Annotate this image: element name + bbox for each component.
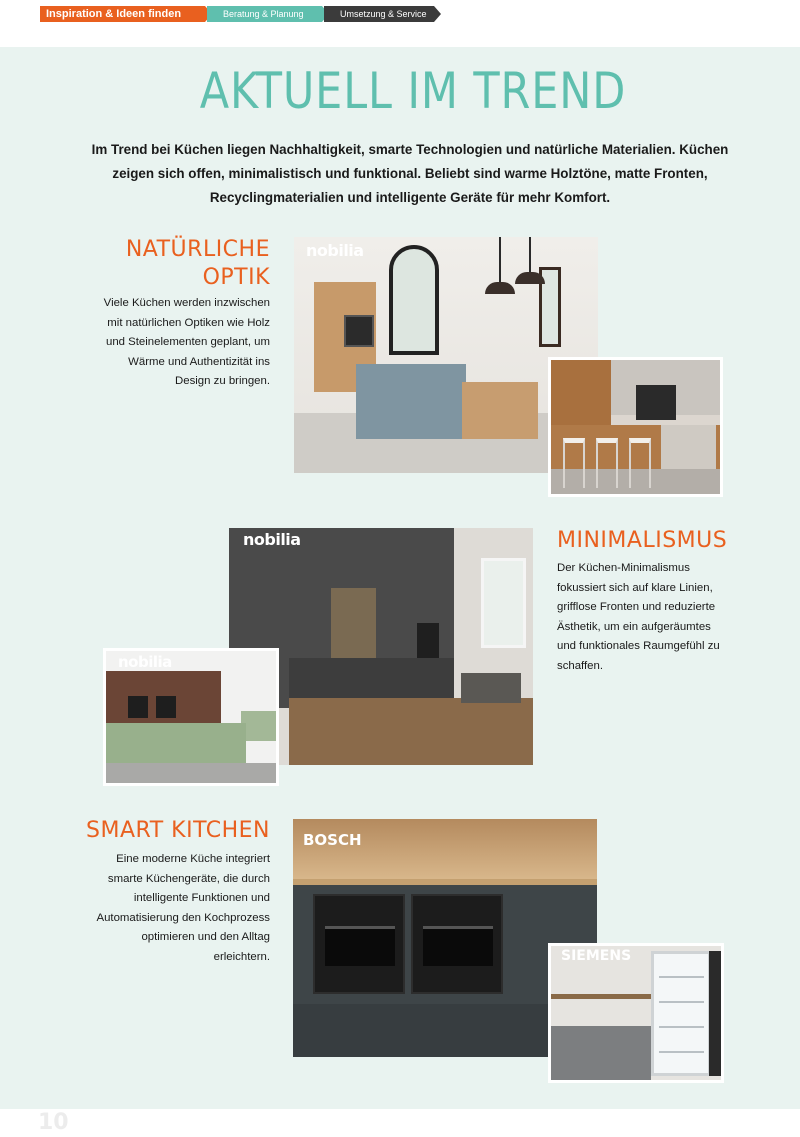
photo-oven-window — [423, 926, 493, 966]
photo-fridge-shelf — [659, 1026, 704, 1028]
section-title-natural — [70, 236, 270, 292]
brand-logo-siemens: SIEMENS — [561, 948, 632, 964]
photo-shelf — [293, 819, 597, 881]
photo-window — [389, 245, 439, 355]
intro-text: Im Trend bei Küchen liegen Nachhaltigkeit, smarte Technologien und natürliche Materialien. Küchen zeigen sich offen, minimalistisch und funktional. Beliebt sind warme Holztöne, matte Fronten, Recyclingmaterialien und intelligente Geräte für mehr Komfort. — [91, 142, 729, 205]
photo-counter — [293, 879, 597, 885]
section-title-smart: SMART KITCHEN — [86, 818, 270, 843]
photo-cabinet — [241, 711, 279, 741]
photo-lamp-cord — [499, 237, 501, 282]
photo-fridge-shelf — [659, 1001, 704, 1003]
photo-fridge-shelf — [659, 1051, 704, 1053]
photo-oven — [417, 623, 439, 658]
photo-green-kitchen — [103, 648, 279, 786]
photo-island-wood — [462, 382, 538, 439]
photo-sofa — [461, 673, 521, 703]
section-title-natural-line1: NATÜRLICHE — [125, 237, 270, 262]
photo-island — [106, 723, 246, 768]
photo-oven — [344, 315, 374, 347]
photo-oven — [411, 894, 503, 994]
photo-oven — [128, 696, 148, 718]
breadcrumb-step-beratung[interactable]: Beratung & Planung — [207, 6, 322, 22]
page-title: AKTUELL IM TREND — [199, 62, 627, 120]
photo-fridge-shelf — [659, 976, 704, 978]
brand-logo-nobilia: nobilia — [243, 530, 301, 549]
photo-niche — [331, 588, 376, 658]
photo-lamp — [515, 272, 545, 284]
photo-stool — [563, 438, 585, 488]
photo-oven — [313, 894, 405, 994]
page-number: 10 — [38, 1110, 69, 1135]
photo-oven-window — [325, 926, 395, 966]
brand-logo-nobilia: nobilia — [118, 653, 172, 671]
photo-island-blue — [356, 364, 466, 439]
breadcrumb — [40, 6, 436, 22]
photo-shelf — [551, 994, 651, 999]
photo-oven — [636, 385, 676, 420]
photo-stool — [596, 438, 618, 488]
photo-floor — [289, 698, 533, 765]
breadcrumb-step-umsetzung[interactable]: Umsetzung & Service — [324, 6, 434, 22]
photo-fridge-door — [709, 951, 724, 1076]
photo-floor — [106, 763, 276, 783]
photo-window — [481, 558, 526, 648]
section-text-natural: Viele Küchen werden inzwischen mit natürlichen Optiken wie Holz und Steinelementen geplant, um Wärme und Authentizität ins Design zu bringen. — [103, 297, 270, 388]
photo-fridge — [651, 951, 711, 1076]
photo-cabinet — [551, 1026, 651, 1083]
photo-siemens-fridge — [548, 943, 724, 1083]
photo-wood-kitchen — [548, 357, 723, 497]
brand-logo-bosch: BOSCH — [303, 831, 362, 849]
section-text-smart: Eine moderne Küche integriert smarte Küchengeräte, die durch intelligente Funktionen und Automatisierung den Kochprozess optimieren und den Alltag erleichtern. — [96, 853, 270, 963]
photo-lamp-cord — [529, 237, 531, 272]
breadcrumb-step-inspiration[interactable]: Inspiration & Ideen finden — [40, 6, 205, 22]
section-title-minimal: MINIMALISMUS — [557, 528, 728, 553]
photo-stool — [629, 438, 651, 488]
section-title-natural-line2: OPTIK — [202, 265, 270, 290]
photo-oven — [156, 696, 176, 718]
brand-logo-nobilia: nobilia — [306, 241, 364, 260]
photo-lamp — [485, 282, 515, 294]
photo-wall — [551, 360, 611, 430]
section-text-minimal: Der Küchen-Minimalismus fokussiert sich auf klare Linien, grifflose Fronten und reduzierte Ästhetik, um ein aufgeräumtes und funktionales Raumgefühl zu schaffen. — [557, 562, 720, 672]
